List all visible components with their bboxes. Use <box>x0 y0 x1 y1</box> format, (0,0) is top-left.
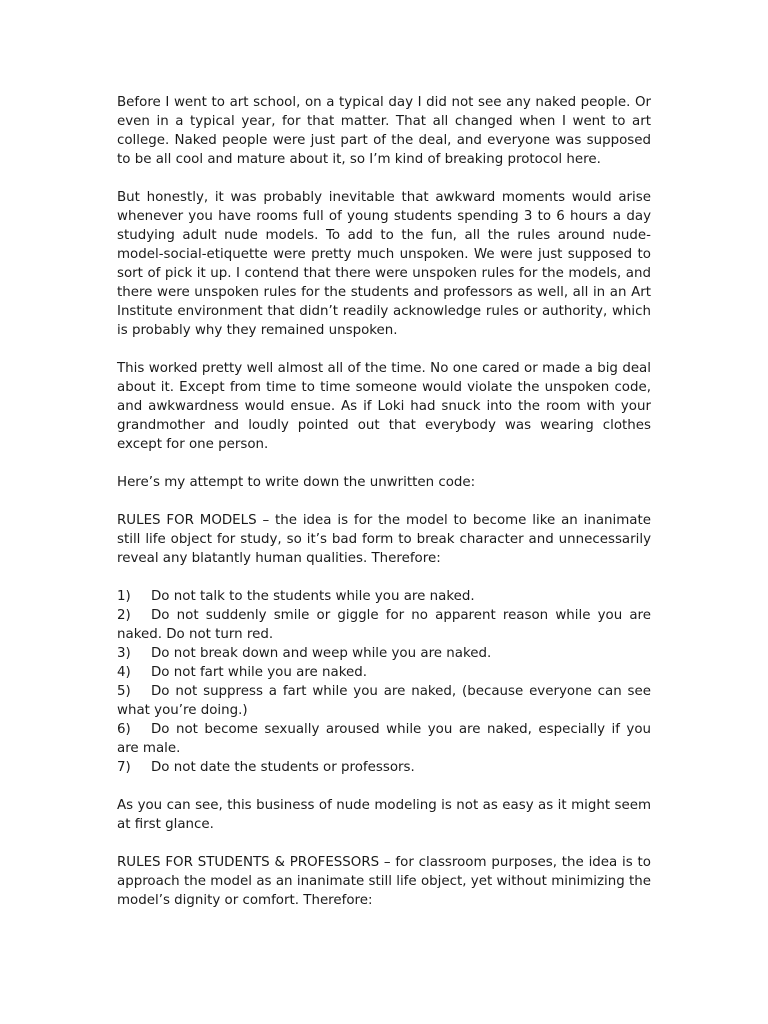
list-number: 2) <box>117 608 131 623</box>
paragraph-awkward-moments: But honestly, it was probably inevitable that awkward moments would arise whenever you have rooms full of young students spending 3 to 6 hours a day studying adult nude models. To add to the fun, all the rules around nude-model-social-etiquette were pretty much unspoken. We were just supposed to sort of pick it up. I contend that there were unspoken rules for the models, and there were unspoken rules for the students and professors as well, all in an Art Institute environment that didn’t readily acknowledge rules or authority, which is probably why they remained unspoken. <box>117 190 651 338</box>
list-text: Do not talk to the students while you are naked. <box>151 589 475 604</box>
model-rules-list <box>117 587 651 777</box>
list-item <box>117 663 651 682</box>
list-text: Do not become sexually aroused while you are naked, especially if you are male. <box>117 722 651 756</box>
list-item <box>117 644 651 663</box>
list-text: Do not fart while you are naked. <box>151 665 367 680</box>
list-text: Do not date the students or professors. <box>151 760 415 775</box>
list-number: 6) <box>117 722 131 737</box>
list-item <box>117 606 651 644</box>
list-item <box>117 720 651 758</box>
list-item <box>117 758 651 777</box>
paragraph-art-school-intro: Before I went to art school, on a typical day I did not see any naked people. Or even in a typical year, for that matter. That all changed when I went to art college. Naked people were just part of the deal, and everyone was supposed to be all cool and mature about it, so I’m kind of breaking protocol here. <box>117 95 651 167</box>
list-item <box>117 682 651 720</box>
list-number: 3) <box>117 646 131 661</box>
list-text: Do not suddenly smile or giggle for no apparent reason while you are naked. Do not turn red. <box>117 608 651 642</box>
paragraph-attempt: Here’s my attempt to write down the unwritten code: <box>117 475 476 490</box>
document-page <box>117 93 651 929</box>
list-text: Do not break down and weep while you are naked. <box>151 646 492 661</box>
list-text: Do not suppress a fart while you are naked, (because everyone can see what you’re doing.) <box>117 684 651 718</box>
list-number: 7) <box>117 760 131 775</box>
list-number: 1) <box>117 589 131 604</box>
list-number: 5) <box>117 684 131 699</box>
paragraph-worked-well: This worked pretty well almost all of the time. No one cared or made a big deal about it. Except from time to time someone would violate the unspoken code, and awkwardness would ensue. As if Loki had snuck into the room with your grandmother and loudly pointed out that everybody was wearing clothes except for one person. <box>117 361 651 452</box>
list-item <box>117 587 651 606</box>
paragraph-not-easy: As you can see, this business of nude modeling is not as easy as it might seem at first glance. <box>117 798 651 832</box>
paragraph-rules-for-models: RULES FOR MODELS – the idea is for the model to become like an inanimate still life object for study, so it’s bad form to break character and unnecessarily reveal any blatantly human qualities. Therefore: <box>117 513 651 566</box>
list-number: 4) <box>117 665 131 680</box>
paragraph-rules-for-students: RULES FOR STUDENTS & PROFESSORS – for classroom purposes, the idea is to approach the model as an inanimate still life object, yet without minimizing the model’s dignity or comfort. Therefore: <box>117 855 651 908</box>
